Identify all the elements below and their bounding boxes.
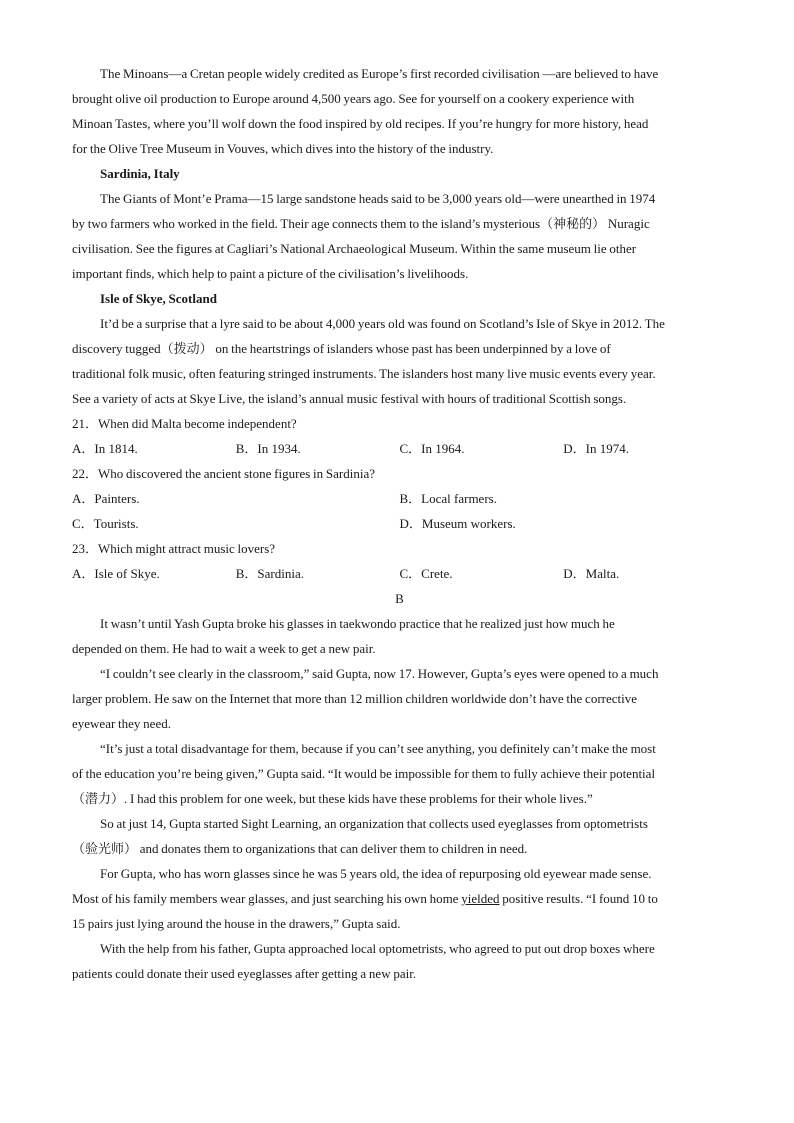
option-c: C．Crete. bbox=[399, 566, 453, 581]
option-b: B．Sardinia. bbox=[235, 566, 304, 581]
question-21-stem: 21．When did Malta become independent? bbox=[72, 416, 297, 431]
text-segment: Most of his family members wear glasses, and just searching his own home bbox=[72, 891, 462, 906]
question-22-options-row1 bbox=[72, 486, 727, 511]
question-23-options bbox=[72, 561, 727, 586]
paragraph-line: Minoan Tastes, where you’ll wolf down the food inspired by old recipes. If you’re hungry for more history, head bbox=[72, 116, 649, 131]
paragraph-line: （验光师） and donates them to organizations that can deliver them to children in need. bbox=[72, 841, 528, 856]
paragraph-line: traditional folk music, often featuring stringed instruments. The islanders host many live music events every year. bbox=[72, 366, 656, 381]
option-d: D．In 1974. bbox=[563, 441, 629, 456]
paragraph-line: discovery tugged（拨动） on the heartstrings of islanders whose past has been underpinned by a love of bbox=[72, 341, 611, 356]
paragraph-line: “It’s just a total disadvantage for them, because if you can’t see anything, you definitely can’t make the most bbox=[100, 741, 656, 756]
option-a: A．Isle of Skye. bbox=[72, 566, 160, 581]
paragraph-line: The Minoans—a Cretan people widely credited as Europe’s first recorded civilisation —are believed to have bbox=[100, 66, 659, 81]
option-d: D．Museum workers. bbox=[399, 516, 516, 531]
paragraph-line: With the help from his father, Gupta approached local optometrists, who agreed to put out drop boxes where bbox=[100, 941, 655, 956]
option-b: B．Local farmers. bbox=[399, 491, 497, 506]
question-23-stem: 23．Which might attract music lovers? bbox=[72, 541, 276, 556]
option-a: A．Painters. bbox=[72, 491, 140, 506]
paragraph-line: 15 pairs just lying around the house in the drawers,” Gupta said. bbox=[72, 916, 401, 931]
paragraph-line: For Gupta, who has worn glasses since he was 5 years old, the idea of repurposing old eyewear made sense. bbox=[100, 866, 652, 881]
paragraph-line: “I couldn’t see clearly in the classroom,” said Gupta, now 17. However, Gupta’s eyes were opened to a much bbox=[100, 666, 659, 681]
paragraph-line: depended on them. He had to wait a week to get a new pair. bbox=[72, 641, 376, 656]
paragraph-line-with-underline bbox=[72, 886, 727, 911]
document-page bbox=[72, 61, 727, 986]
paragraph-line: eyewear they need. bbox=[72, 716, 171, 731]
paragraph-line: It’d be a surprise that a lyre said to be about 4,000 years old was found on Scotland’s Isle of Skye in 2012. The bbox=[100, 316, 665, 331]
section-heading-sardinia: Sardinia, Italy bbox=[100, 166, 180, 181]
paragraph-line: larger problem. He saw on the Internet that more than 12 million children worldwide don’t have the corrective bbox=[72, 691, 638, 706]
paragraph-line: for the Olive Tree Museum in Vouves, which dives into the history of the industry. bbox=[72, 141, 494, 156]
text-segment: positive results. “I found 10 to bbox=[499, 891, 658, 906]
option-c: C．Tourists. bbox=[72, 516, 139, 531]
paragraph-line: important finds, which help to paint a picture of the civilisation’s livelihoods. bbox=[72, 266, 469, 281]
paragraph-line: See a variety of acts at Skye Live, the island’s annual music festival with hours of traditional Scottish songs. bbox=[72, 391, 627, 406]
option-d: D．Malta. bbox=[563, 566, 620, 581]
option-b: B．In 1934. bbox=[235, 441, 301, 456]
paragraph-line: So at just 14, Gupta started Sight Learning, an organization that collects used eyeglasses from optometrists bbox=[100, 816, 648, 831]
question-22-stem: 22．Who discovered the ancient stone figures in Sardinia? bbox=[72, 466, 375, 481]
paragraph-line: by two farmers who worked in the field. Their age connects them to the island’s mysterious（神秘的） Nuragic bbox=[72, 216, 650, 231]
underlined-word: yielded bbox=[461, 891, 500, 906]
paragraph-line: of the education you’re being given,” Gupta said. “It would be impossible for them to fully achieve their potential bbox=[72, 766, 656, 781]
paragraph-line: brought olive oil production to Europe around 4,500 years ago. See for yourself on a cookery experience with bbox=[72, 91, 635, 106]
paragraph-line: （潜力）. I had this problem for one week, but these kids have these problems for their whole lives.” bbox=[72, 791, 593, 806]
question-22-options-row2 bbox=[72, 511, 727, 536]
paragraph-line: The Giants of Mont’e Prama—15 large sandstone heads said to be 3,000 years old—were unearthed in 1974 bbox=[100, 191, 656, 206]
section-label-b: B bbox=[395, 591, 404, 606]
paragraph-line: patients could donate their used eyeglasses after getting a new pair. bbox=[72, 966, 417, 981]
section-heading-skye: Isle of Skye, Scotland bbox=[100, 291, 217, 306]
paragraph-line: civilisation. See the figures at Cagliari’s National Archaeological Museum. Within the same museum lie other bbox=[72, 241, 637, 256]
question-21-options bbox=[72, 436, 727, 461]
paragraph-line: It wasn’t until Yash Gupta broke his glasses in taekwondo practice that he realized just how much he bbox=[100, 616, 615, 631]
option-a: A．In 1814. bbox=[72, 441, 138, 456]
option-c: C．In 1964. bbox=[399, 441, 465, 456]
